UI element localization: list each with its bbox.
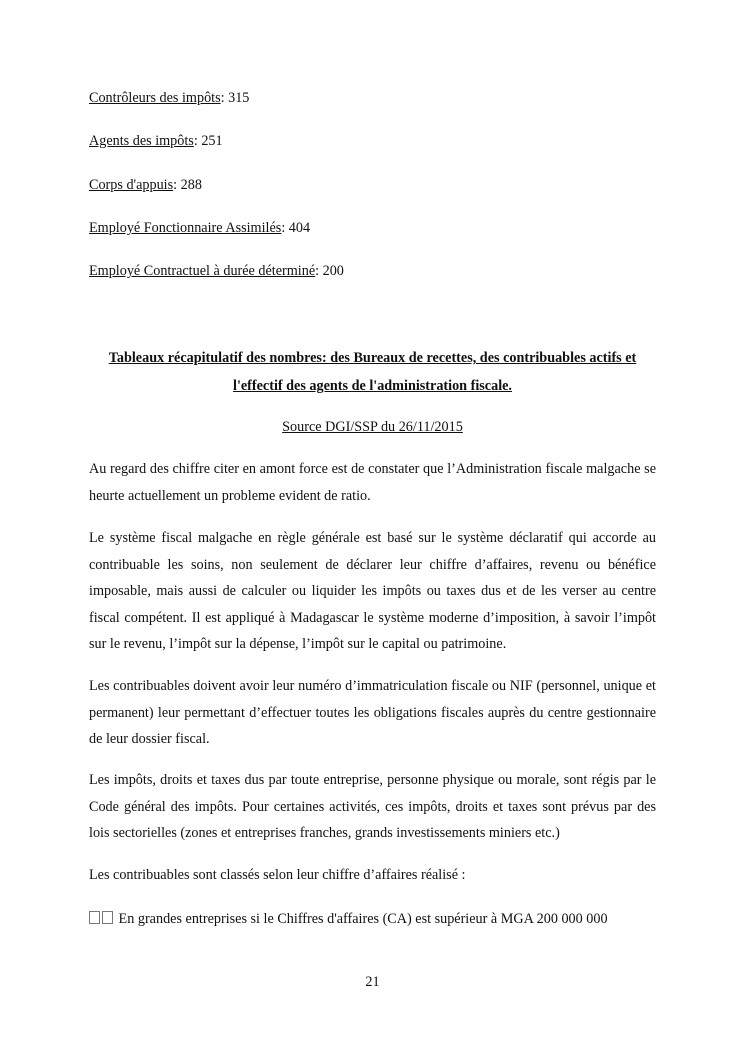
- page-number: 21: [365, 974, 380, 990]
- stat-label: Agents des impôts: [89, 133, 194, 149]
- stat-corps-appuis: [89, 176, 202, 194]
- paragraph-systeme-fiscal: Le système fiscal malgache en règle générale est basé sur le système déclaratif qui accorde au contribuable les soins, non seulement de déclarer leur chiffre d’affaires, revenu ou bénéfice imposable, mais aussi de calculer ou liquider les impôts ou taxes dus et de les verser au centre fiscal compétent. Il est appliqué à Madagascar le système moderne d’imposition, à savoir l’impôt sur le revenu, l’impôt sur la dépense, l’impôt sur le capital ou patrimoine.: [89, 530, 656, 652]
- stat-label: Employé Contractuel à durée déterminé: [89, 263, 316, 279]
- paragraph-classement: Les contribuables sont classés selon leur chiffre d’affaires réalisé :: [89, 867, 466, 883]
- bullet-box-icon: [102, 911, 113, 924]
- stat-agents: [89, 132, 223, 150]
- table-title-line-1: Tableaux récapitulatif des nombres: des Bureaux de recettes, des contribuables actifs et: [108, 350, 637, 366]
- source-text: Source DGI/SSP du 26/11/2015: [282, 419, 463, 435]
- source-note: [89, 418, 656, 436]
- stat-label: Contrôleurs des impôts: [89, 90, 221, 106]
- bullet-text: En grandes entreprises si le Chiffres d'affaires (CA) est supérieur à MGA 200 000 000: [118, 911, 608, 927]
- stat-contractuel: [89, 262, 344, 280]
- stat-value: : 251: [193, 133, 223, 149]
- stat-fonctionnaire-assimiles: [89, 219, 310, 237]
- paragraph-nif: Les contribuables doivent avoir leur numéro d’immatriculation fiscale ou NIF (personnel, unique et permanent) leur permettant d’effectuer toutes les obligations fiscales auprès du centre gestionnaire de leur dossier fiscal.: [89, 678, 656, 747]
- stat-value: : 315: [220, 90, 250, 106]
- table-title-line-2: l'effectif des agents de l'administration fiscale.: [233, 378, 512, 394]
- stat-value: : 404: [281, 220, 311, 236]
- paragraph-ratio: Au regard des chiffre citer en amont force est de constater que l’Administration fiscale malgache se heurte actuellement un probleme evident de ratio.: [89, 461, 656, 504]
- stat-value: : 288: [173, 177, 202, 193]
- stat-value: : 200: [315, 263, 344, 279]
- table-title: [89, 344, 656, 400]
- bullet-box-icon: [89, 911, 100, 924]
- paragraph-code-general: Les impôts, droits et taxes dus par toute entreprise, personne physique ou morale, sont régis par le Code général des impôts. Pour certaines activités, ces impôts, droits et taxes sont prévus par des lois sectorielles (zones et entreprises franches, grands investissements miniers etc.): [89, 772, 656, 841]
- bullet-grandes-entreprises: [89, 910, 608, 928]
- stat-label: Employé Fonctionnaire Assimilés: [89, 220, 282, 236]
- stat-label: Corps d'appuis: [89, 177, 174, 193]
- stat-controleurs: [89, 89, 249, 107]
